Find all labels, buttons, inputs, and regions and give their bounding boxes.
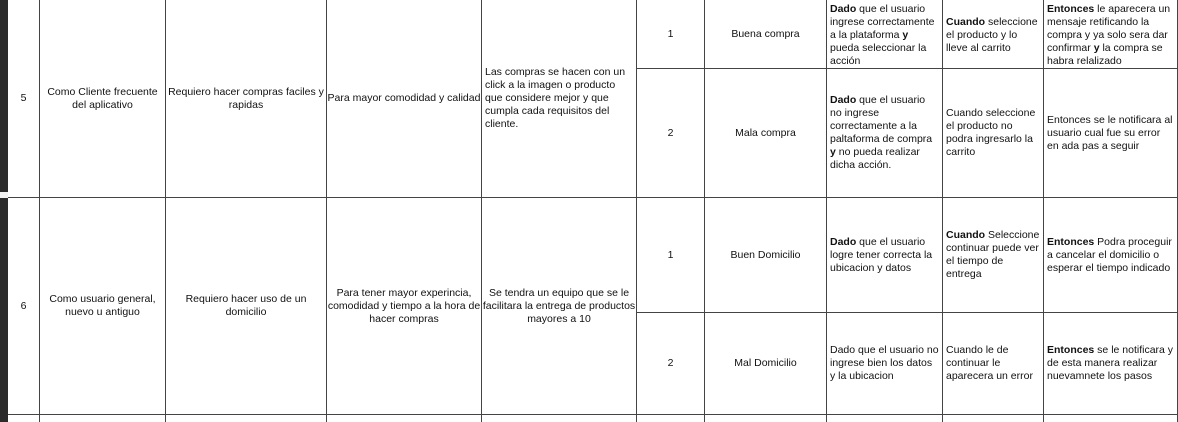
scenario-number-cell[interactable]	[637, 69, 705, 198]
then-keyword: Entonces	[1047, 3, 1095, 15]
want-cell[interactable]	[166, 198, 327, 415]
next-row-cell[interactable]	[827, 415, 943, 422]
given-keyword: Dado	[830, 94, 857, 106]
next-row-cell[interactable]	[8, 415, 40, 422]
given-part: no pueda realizar dicha acción.	[830, 146, 920, 171]
scenario-name-cell[interactable]	[705, 0, 827, 69]
then-part: la compra se habra relalizado	[1047, 42, 1163, 67]
left-window-edge	[0, 0, 8, 422]
scenario-name-cell[interactable]	[705, 69, 827, 198]
reason-cell[interactable]	[327, 0, 482, 198]
then-text	[1047, 3, 1174, 68]
then-part: se le notificara y de esta manera realizar nuevamnete los pasos	[1047, 344, 1174, 382]
next-row-cell[interactable]	[40, 415, 166, 422]
then-keyword: Entonces	[1047, 235, 1095, 248]
then-text	[1047, 344, 1174, 383]
then-cell[interactable]	[1044, 198, 1178, 313]
given-part: que el usuario logre tener correcta la ubicacion y datos	[830, 235, 933, 274]
role-cell[interactable]	[40, 198, 166, 415]
row-number: 5	[20, 92, 27, 104]
when-text	[946, 229, 1040, 281]
scenario-number: 1	[667, 27, 674, 40]
criteria-cell[interactable]	[482, 0, 637, 198]
next-row-cell[interactable]	[637, 415, 705, 422]
criteria-cell[interactable]	[482, 198, 637, 415]
criteria-text: Las compras se hacen con un click a la imagen o producto que considere mejor y que cumpla cada requisitos del cliente.	[485, 66, 626, 130]
when-text	[946, 16, 1040, 55]
reason-text: Para tener mayor experincia, comodidad y tiempo a la hora de hacer compras	[327, 286, 481, 325]
scenario-name: Mal Domicilio	[734, 357, 797, 369]
scenario-number: 2	[667, 126, 674, 139]
when-cell[interactable]	[943, 0, 1044, 69]
when-cell[interactable]	[943, 69, 1044, 198]
role-text: Como Cliente frecuente del aplicativo	[47, 85, 158, 111]
scenario-name: Mala compra	[735, 126, 796, 139]
given-part: pueda seleccionar la acción	[830, 42, 927, 67]
row-number: 6	[20, 299, 27, 312]
when-text: Cuando le de continuar le aparecera un error	[946, 344, 1033, 382]
given-cell[interactable]	[827, 69, 943, 198]
scenario-number: 2	[667, 357, 674, 369]
role-text: Como usuario general, nuevo u antiguo	[49, 293, 156, 318]
when-text: Cuando seleccione el producto no podra ingresarlo la carrito	[946, 107, 1036, 158]
criteria-text: Se tendra un equipo que se le facilitara la entrega de productos mayores a 10	[482, 286, 636, 325]
when-cell[interactable]	[943, 313, 1044, 415]
then-keyword: Entonces	[1047, 344, 1095, 356]
next-row-cell[interactable]	[1044, 415, 1178, 422]
and-keyword: y	[830, 146, 836, 158]
and-keyword: y	[1093, 42, 1100, 54]
role-cell[interactable]	[40, 0, 166, 198]
then-part: le aparecera un mensaje retificando la compra y ya solo sera dar confirmar	[1047, 3, 1171, 54]
when-part: Seleccione continuar puede ver el tiempo de entrega	[946, 229, 1040, 280]
given-keyword: Dado	[830, 3, 857, 15]
given-text: Dado que el usuario no ingrese bien los datos y la ubicacion	[830, 344, 939, 382]
given-keyword: Dado	[830, 235, 857, 248]
next-row-cell[interactable]	[943, 415, 1044, 422]
when-keyword: Cuando	[946, 16, 986, 28]
given-cell[interactable]	[827, 313, 943, 415]
then-cell[interactable]	[1044, 313, 1178, 415]
given-text	[830, 94, 939, 172]
scenario-name-cell[interactable]	[705, 313, 827, 415]
want-text: Requiero hacer compras faciles y rapidas	[168, 85, 324, 111]
scenario-number-cell[interactable]	[637, 0, 705, 69]
left-edge-gap	[0, 192, 8, 198]
reason-cell[interactable]	[327, 198, 482, 415]
given-part: que el usuario no ingrese correctamente a la paltaforma de compra	[830, 94, 933, 145]
given-text	[830, 3, 939, 68]
next-row-cell[interactable]	[482, 415, 637, 422]
next-row-cell[interactable]	[327, 415, 482, 422]
reason-text: Para mayor comodidad y calidad	[327, 92, 481, 104]
given-text	[830, 236, 939, 275]
scenario-number-cell[interactable]	[637, 198, 705, 313]
given-cell[interactable]	[827, 0, 943, 69]
row-number-cell[interactable]	[8, 198, 40, 415]
then-text	[1047, 236, 1174, 275]
when-cell[interactable]	[943, 198, 1044, 313]
and-keyword: y	[902, 29, 909, 41]
then-cell[interactable]	[1044, 0, 1178, 69]
want-text: Requiero hacer uso de un domicilio	[185, 293, 307, 318]
scenario-name: Buen Domicilio	[730, 248, 801, 261]
next-row-cell[interactable]	[166, 415, 327, 422]
then-text: Entonces se le notificara al usuario cual fue su error en ada pas a seguir	[1047, 113, 1173, 152]
scenario-number-cell[interactable]	[637, 313, 705, 415]
given-part: que el usuario ingrese correctamente a la plataforma	[830, 3, 935, 41]
scenario-name: Buena compra	[731, 27, 800, 40]
next-row-cell[interactable]	[705, 415, 827, 422]
scenario-name-cell[interactable]	[705, 198, 827, 313]
when-part: seleccione el producto y lo lleve al carrito	[946, 16, 1038, 54]
given-cell[interactable]	[827, 198, 943, 313]
want-cell[interactable]	[166, 0, 327, 198]
scenario-number: 1	[667, 248, 674, 261]
then-part: Podra proceguir a cancelar el domicilio o esperar el tiempo indicado	[1047, 235, 1172, 274]
row-number-cell[interactable]	[8, 0, 40, 198]
then-cell[interactable]	[1044, 69, 1178, 198]
when-keyword: Cuando	[946, 229, 986, 241]
